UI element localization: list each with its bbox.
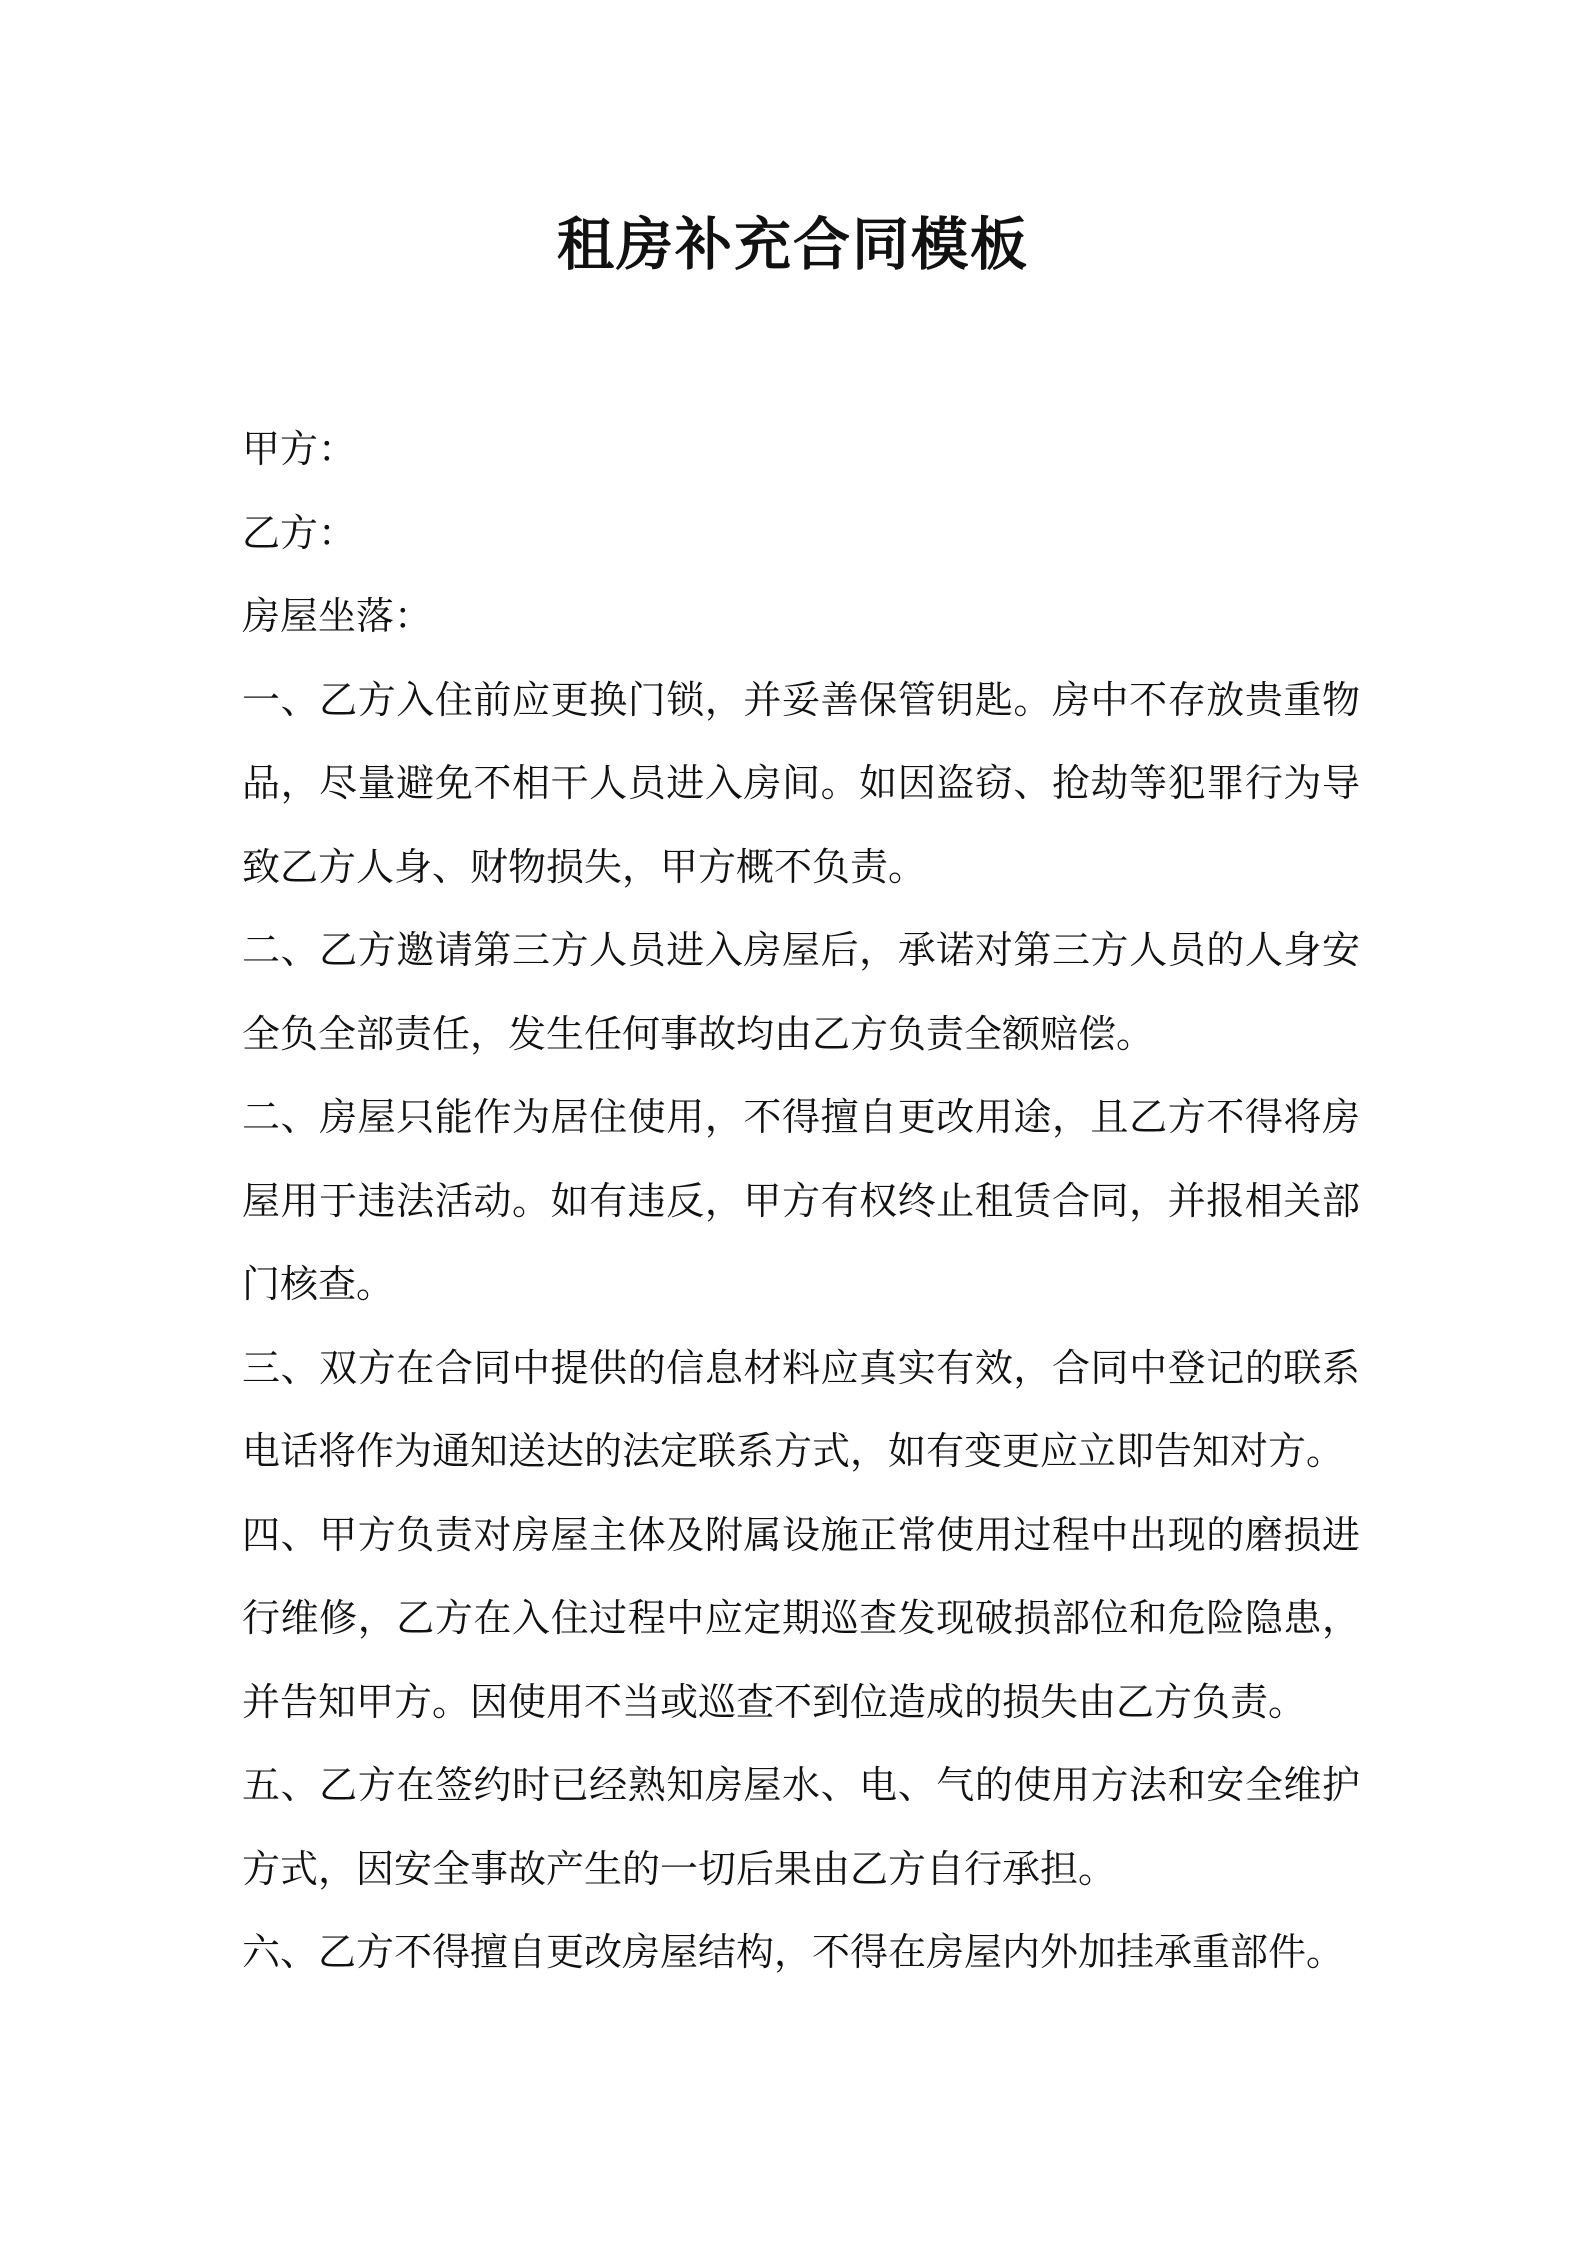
- clause-6: 五、乙方在签约时已经熟知房屋水、电、气的使用方法和安全维护方式，因安全事故产生的一切后果由乙方自行承担。: [242, 1763, 1360, 1891]
- document-title: 租房补充合同模板: [557, 212, 1029, 278]
- clause-3: 二、房屋只能作为居住使用，不得擅自更改用途，且乙方不得将房屋用于违法活动。如有违反，甲方有权终止租赁合同，并报相关部门核查。: [242, 1095, 1360, 1306]
- property-location-field: 房屋坐落：: [242, 594, 433, 638]
- document-body: [242, 408, 1360, 1995]
- clause-1: 一、乙方入住前应更换门锁，并妥善保管钥匙。房中不存放贵重物品，尽量避免不相干人员进入房间。如因盗窃、抢劫等犯罪行为导致乙方人身、财物损失，甲方概不负责。: [242, 677, 1360, 889]
- clause-4: 三、双方在合同中提供的信息材料应真实有效，合同中登记的联系电话将作为通知送达的法定联系方式，如有变更应立即告知对方。: [242, 1345, 1360, 1473]
- clause-2: 二、乙方邀请第三方人员进入房屋后，承诺对第三方人员的人身安全负全部责任，发生任何事故均由乙方负责全额赔偿。: [242, 928, 1360, 1056]
- party-a-field: 甲方：: [242, 427, 357, 471]
- clause-5: 四、甲方负责对房屋主体及附属设施正常使用过程中出现的磨损进行维修，乙方在入住过程中应定期巡查发现破损部位和危险隐患，并告知甲方。因使用不当或巡查不到位造成的损失由乙方负责。: [242, 1512, 1360, 1724]
- clause-7: 六、乙方不得擅自更改房屋结构，不得在房屋内外加挂承重部件。: [242, 1930, 1345, 1974]
- party-b-field: 乙方：: [242, 510, 357, 555]
